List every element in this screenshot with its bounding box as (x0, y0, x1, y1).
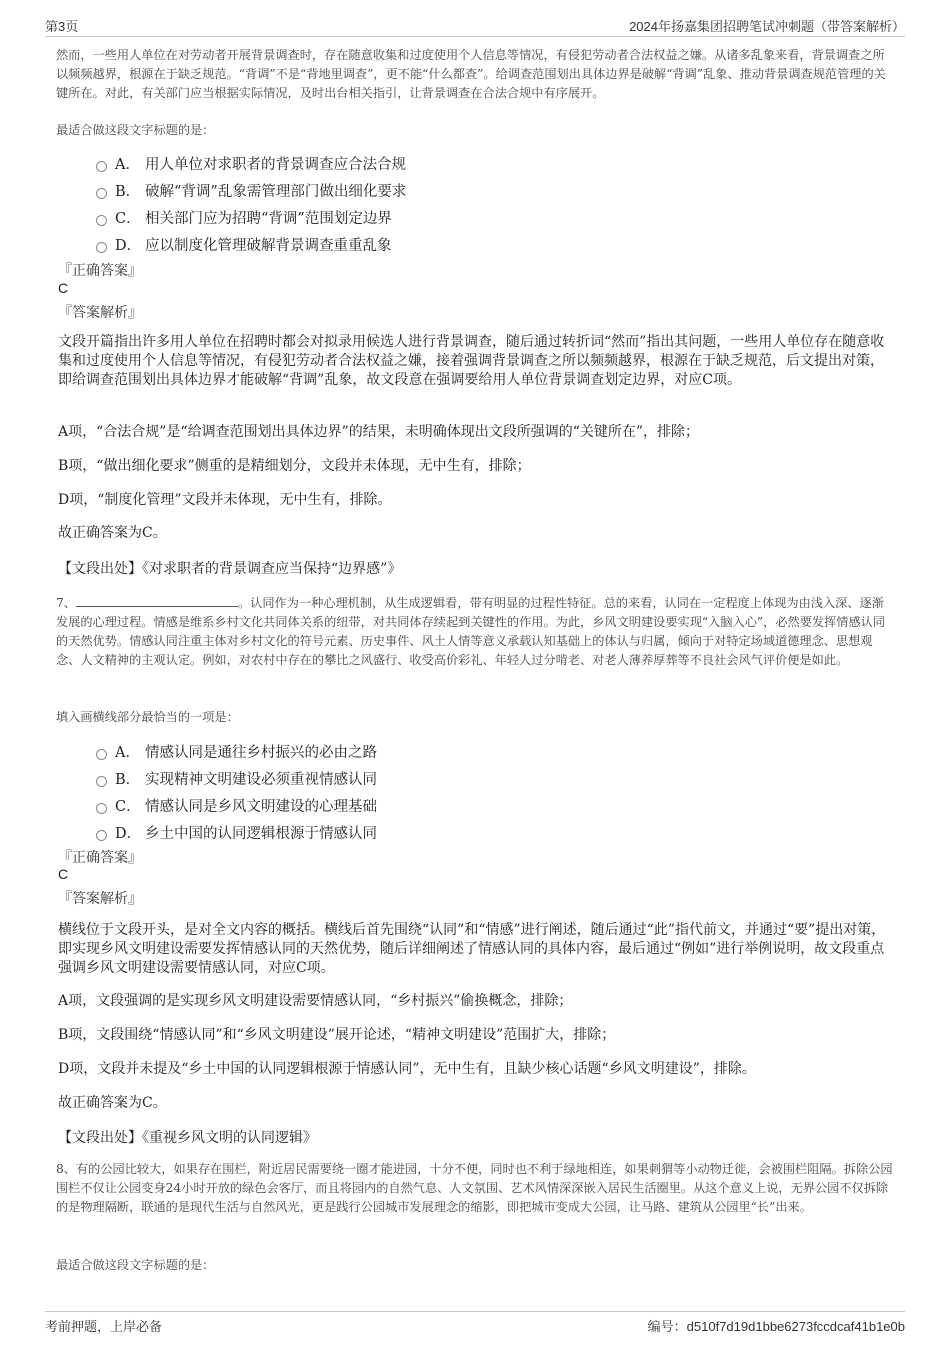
radio-icon[interactable] (96, 242, 107, 253)
q7-option-c[interactable] (96, 792, 656, 819)
q7-passage (56, 594, 896, 670)
page-number: 第3页 (45, 19, 79, 34)
q7-options (96, 738, 656, 846)
option-text: 乡土中国的认同逻辑根源于情感认同 (145, 826, 377, 842)
page-header (45, 14, 905, 37)
q6-note-a: A项，“合法合规”是“给调查范围划出具体边界”的结果，未明确体现出文段所强调的“关键所在”，排除； (58, 424, 700, 440)
q6-options (96, 150, 656, 258)
option-text: 情感认同是通往乡村振兴的必由之路 (145, 745, 377, 761)
q7-source: 【文段出处】《重视乡风文明的认同逻辑》 (58, 1130, 317, 1146)
q6-answer-tag: 『正确答案』 (58, 263, 142, 279)
q7-option-b[interactable] (96, 765, 656, 792)
option-label: A． (115, 745, 140, 761)
q8-prompt: 最适合做这段文字标题的是： (56, 1258, 215, 1272)
option-label: C． (115, 799, 141, 815)
q7-answer: C (58, 866, 69, 882)
radio-icon[interactable] (96, 803, 107, 814)
q7-number: 7、 (56, 596, 76, 610)
document-title: 2024年扬嘉集团招聘笔试冲刺题（带答案解析） (629, 19, 905, 34)
q7-note-d: D项，文段并未提及“乡土中国的认同逻辑根源于情感认同”，无中生有，且缺少核心话题“乡风文明建设”，排除。 (58, 1061, 756, 1077)
radio-icon[interactable] (96, 830, 107, 841)
radio-icon[interactable] (96, 161, 107, 172)
fill-blank (76, 595, 238, 607)
q6-option-c[interactable] (96, 204, 656, 231)
radio-icon[interactable] (96, 776, 107, 787)
q6-analysis-tag: 『答案解析』 (58, 305, 142, 321)
q7-option-a[interactable] (96, 738, 656, 765)
q8-passage: 8、有的公园比较大，如果存在围栏，附近居民需要绕一圈才能进园，十分不便，同时也不利于绿地相连，如果刺猬等小动物迁徙，会被围栏阻隔。拆除公园围栏不仅让公园变身24小时开放的绿色会客厅，而且将园内的自然气息、人文氛围、艺术风情深深嵌入居民生活圈里。从这个意义上说，无界公园不仅拆除的是物理隔断，联通的是现代生活与自然风光，更是践行公园城市发展理念的缩影，即把城市变成大公园，让马路、建筑从公园里“长”出来。 (56, 1162, 893, 1214)
q6-option-a[interactable] (96, 150, 656, 177)
page-footer (45, 1311, 905, 1334)
q7-passage-text: 。认同作为一种心理机制，从生成逻辑看，带有明显的过程性特征。总的来看，认同在一定程度上体现为由浅入深、逐渐发展的心理过程。情感是维系乡村文化共同体关系的纽带，对共同体存续起到关键性的作用。为此，乡风文明建设要实现“入脑入心”，必然要发挥情感认同的天然优势。情感认同注重主体对乡村文化的符号元素、历史事件、风土人情等意义承载认知基础上的体认与归属，倾向于对特定场域道德理念、思想观念、人文精神的主观认定。例如，对农村中存在的攀比之风盛行、收受高价彩礼、年轻人过分啃老、对老人薄养厚葬等不良社会风气评价便是如此。 (56, 596, 886, 667)
option-text: 相关部门应为招聘“背调”范围划定边界 (145, 211, 392, 227)
option-label: D． (115, 826, 142, 842)
option-label: C． (115, 211, 141, 227)
document-code: 编号：d510f7d19d1bbe6273fccdcaf41b1e0b (647, 1319, 905, 1334)
q6-option-d[interactable] (96, 231, 656, 258)
q7-analysis-tag: 『答案解析』 (58, 891, 142, 907)
option-text: 情感认同是乡风文明建设的心理基础 (145, 799, 377, 815)
option-text: 用人单位对求职者的背景调查应合法合规 (145, 157, 406, 173)
option-label: B． (115, 184, 141, 200)
q6-analysis: 文段开篇指出许多用人单位在招聘时都会对拟录用候选人进行背景调查，随后通过转折词“然而”指出其问题，一些用人单位存在随意收集和过度使用个人信息等情况，有侵犯劳动者合法权益之嫌，接着强调背景调查之所以频频越界，根源在于缺乏规范，后文提出对策，即给调查范围划出具体边界才能破解“背调”乱象，故文段意在强调要给用人单位背景调查划定边界，对应C项。 (58, 334, 885, 388)
option-text: 实现精神文明建设必须重视情感认同 (145, 772, 377, 788)
q6-answer: C (58, 280, 69, 296)
option-label: A． (115, 157, 140, 173)
q7-note-a: A项，文段强调的是实现乡风文明建设需要情感认同，“乡村振兴”偷换概念，排除； (58, 993, 573, 1009)
q7-analysis: 横线位于文段开头，是对全文内容的概括。横线后首先围绕“认同”和“情感”进行阐述，随后通过“此”指代前文，并通过“要”提出对策，即实现乡风文明建设需要发挥情感认同的天然优势，随后详细阐述了情感认同的具体内容，最后通过“例如”进行举例说明，故文段重点强调乡风文明建设需要情感认同，对应C项。 (58, 922, 886, 976)
option-text: 应以制度化管理破解背景调查重重乱象 (145, 238, 392, 254)
q6-note-b: B项，“做出细化要求”侧重的是精细划分，文段并未体现，无中生有，排除； (58, 458, 531, 474)
q7-option-d[interactable] (96, 819, 656, 846)
q7-note-b: B项，文段围绕“情感认同”和“乡风文明建设”展开论述，“精神文明建设”范围扩大，排除； (58, 1027, 616, 1043)
q6-prompt: 最适合做这段文字标题的是： (56, 123, 215, 137)
q7-prompt: 填入画横线部分最恰当的一项是： (56, 710, 239, 724)
radio-icon[interactable] (96, 749, 107, 760)
q6-passage: 然而，一些用人单位在对劳动者开展背景调查时，存在随意收集和过度使用个人信息等情况，有侵犯劳动者合法权益之嫌。从诸多乱象来看，背景调查之所以频频越界，根源在于缺乏规范。“背调”不是“背地里调查”，更不能“什么都查”。给调查范围划出具体边界是破解“背调”乱象、推动背景调查规范管理的关键所在。对此，有关部门应当根据实际情况，及时出台相关指引，让背景调查在合法合规中有序展开。 (56, 48, 886, 100)
option-label: B． (115, 772, 141, 788)
option-label: D． (115, 238, 142, 254)
q7-answer-tag: 『正确答案』 (58, 850, 142, 866)
option-text: 破解“背调”乱象需管理部门做出细化要求 (145, 184, 407, 200)
q6-conclusion: 故正确答案为C。 (58, 525, 167, 541)
radio-icon[interactable] (96, 215, 107, 226)
footer-slogan: 考前押题，上岸必备 (45, 1319, 163, 1334)
radio-icon[interactable] (96, 188, 107, 199)
q6-source: 【文段出处】《对求职者的背景调查应当保持“边界感”》 (58, 561, 402, 577)
q6-option-b[interactable] (96, 177, 656, 204)
q7-conclusion: 故正确答案为C。 (58, 1095, 167, 1111)
q6-note-d: D项，“制度化管理”文段并未体现，无中生有，排除。 (58, 492, 392, 508)
